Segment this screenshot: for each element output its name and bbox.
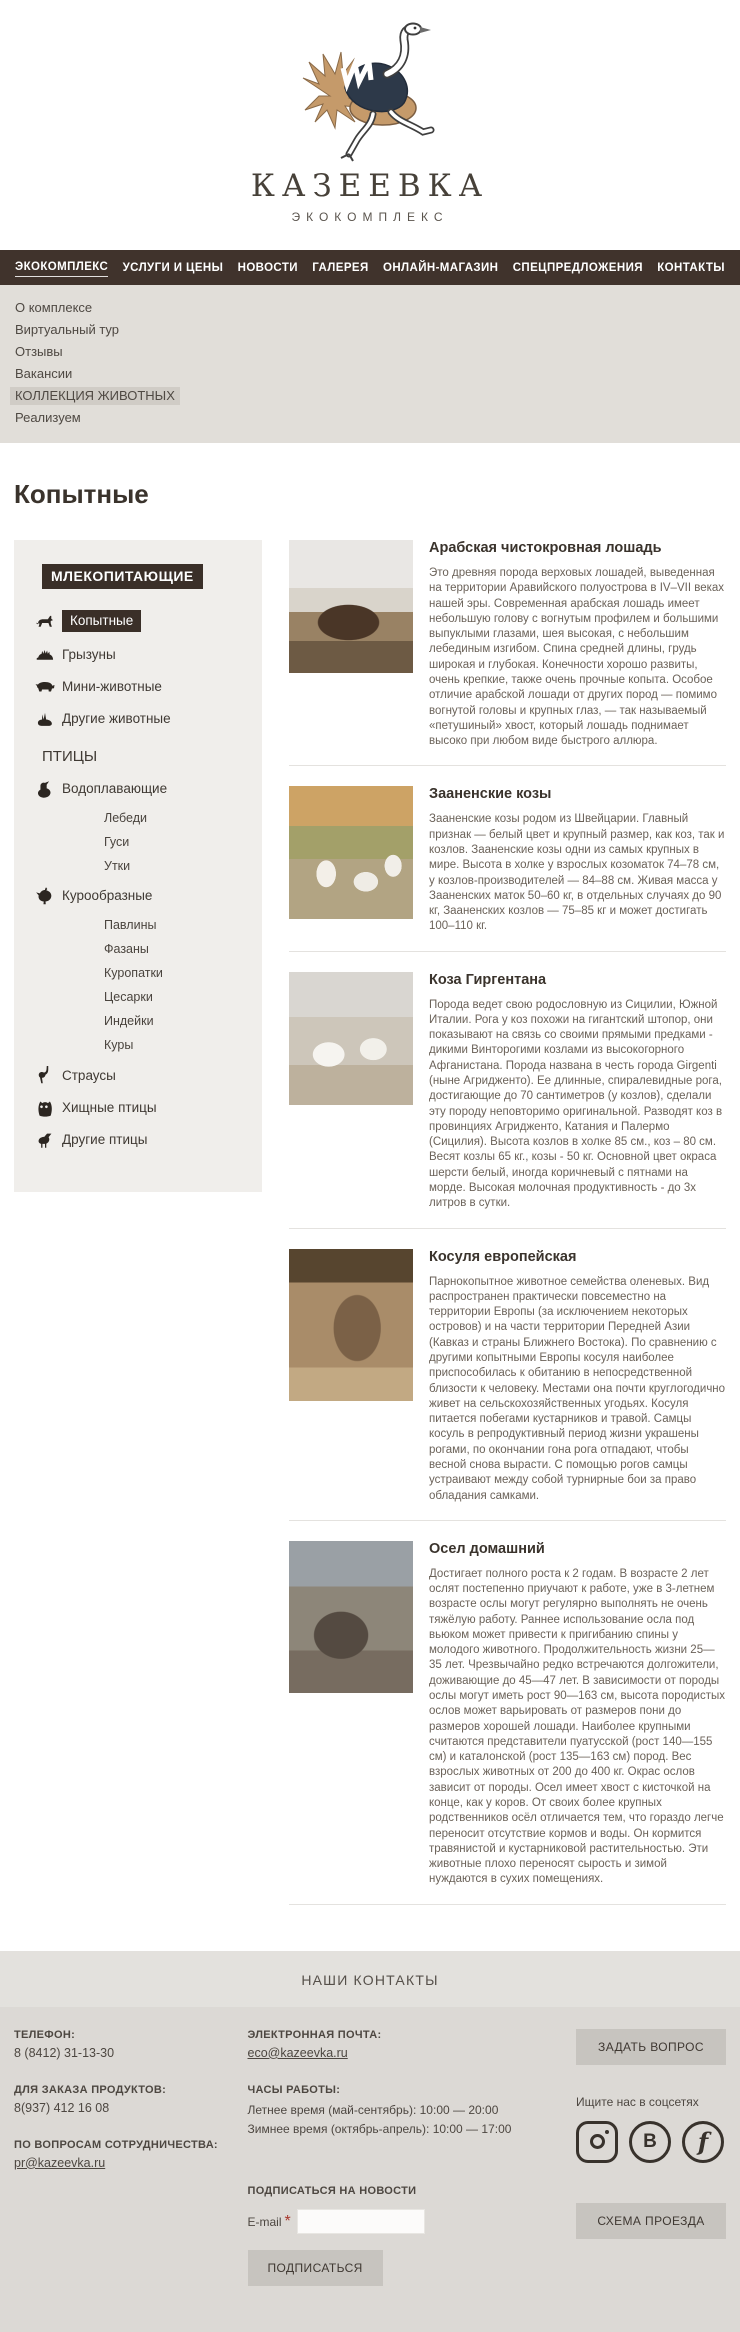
ostrich-logo-icon bbox=[285, 16, 455, 166]
nav-news[interactable]: НОВОСТИ bbox=[237, 261, 298, 274]
entry-text: Порода ведет свою родословную из Сицилии, Южной Италии. Рога у коз похожи на гигантский штопор, они показывают на связь со своими прямыми предками - дикими Винторогими козлами из высокогорного Афганистана. Порода названа в честь города Girgenti (ныне Агридженто). Ее длинные, спиралевидные рога, достигающие до 70 сантиметров (у козлов), сделали эту породу неповторимо оригинальной. Разводят коз в провинциях Агридженто, Катания и Палермо (Сицилия). Высота козлов в холке 85 см., коз – 80 см. Весят козлы 65 кг., козы - 50 кг. Основной цвет окраса шерсти белый, иногда коричневый с пятнами на морде. Высокая молочная продуктивность - до 3х литров в сутки. bbox=[429, 998, 723, 1210]
subscribe-block bbox=[248, 2185, 568, 2286]
ask-question-button[interactable]: ЗАДАТЬ ВОПРОС bbox=[576, 2029, 726, 2065]
sidebar-item-pheasants[interactable]: Фазаны bbox=[104, 942, 149, 956]
ostrich-small-icon bbox=[28, 1065, 62, 1085]
orders-phone-number: 8(937) 412 16 08 bbox=[14, 2100, 110, 2115]
vk-icon[interactable]: В bbox=[629, 2121, 671, 2163]
roe-deer-photo bbox=[289, 1249, 413, 1401]
nav-gallery[interactable]: ГАЛЕРЕЯ bbox=[312, 261, 369, 274]
secondary-menu bbox=[0, 285, 740, 443]
horse-icon bbox=[28, 613, 62, 629]
sidebar-item-ducks[interactable]: Утки bbox=[104, 859, 131, 873]
nav-online-shop[interactable]: ОНЛАЙН-МАГАЗИН bbox=[382, 261, 499, 274]
orders-label: ДЛЯ ЗАКАЗА ПРОДУКТОВ: bbox=[14, 2083, 167, 2096]
horse-photo bbox=[289, 540, 413, 673]
rabbit-icon bbox=[28, 711, 62, 727]
social-icons bbox=[576, 2121, 726, 2163]
entry-donkey bbox=[289, 1541, 726, 1905]
sidebar-item-hens[interactable]: Куры bbox=[104, 1038, 134, 1052]
sidebar-item-peacocks[interactable]: Павлины bbox=[104, 918, 157, 932]
submenu-animal-collection[interactable]: КОЛЛЕКЦИЯ ЖИВОТНЫХ bbox=[0, 386, 740, 405]
pig-icon bbox=[28, 679, 62, 694]
site-header bbox=[0, 0, 740, 250]
email-label: ЭЛЕКТРОННАЯ ПОЧТА: bbox=[247, 2028, 382, 2041]
footer-contacts-column bbox=[14, 2029, 239, 2286]
submenu-realizuem[interactable]: Реализуем bbox=[15, 410, 81, 425]
required-asterisk: * bbox=[284, 2212, 291, 2230]
social-label: Ищите нас в соцсетях bbox=[576, 2094, 699, 2109]
sidebar-item-guinea-fowl[interactable]: Цесарки bbox=[104, 990, 153, 1004]
nav-ecocomplex[interactable]: ЭКОКОМПЛЕКС bbox=[15, 258, 108, 277]
ostrich-eye bbox=[414, 27, 417, 30]
footer-actions-column bbox=[576, 2029, 726, 2286]
sidebar-item-galliformes[interactable]: Курообразные bbox=[28, 886, 252, 905]
footer-heading-band bbox=[0, 1951, 740, 2007]
instagram-icon[interactable] bbox=[576, 2121, 618, 2163]
phone-label: ТЕЛЕФОН: bbox=[14, 2028, 76, 2041]
nav-services[interactable]: УСЛУГИ И ЦЕНЫ bbox=[122, 261, 224, 274]
submenu-reviews[interactable]: Отзывы bbox=[15, 344, 63, 359]
entry-arabian-horse bbox=[289, 540, 726, 766]
hours-label: ЧАСЫ РАБОТЫ: bbox=[247, 2083, 341, 2096]
partnership-label: ПО ВОПРОСАМ СОТРУДНИЧЕСТВА: bbox=[14, 2138, 218, 2151]
porcupine-icon bbox=[28, 647, 62, 662]
animal-entries bbox=[289, 540, 726, 1925]
chicken-icon bbox=[28, 886, 62, 905]
donkey-photo bbox=[289, 1541, 413, 1693]
email-input[interactable] bbox=[297, 2209, 425, 2234]
phone-number: 8 (8412) 31-13-30 bbox=[14, 2045, 115, 2060]
facebook-icon[interactable]: f bbox=[682, 2121, 724, 2163]
sidebar-item-swans[interactable]: Лебеди bbox=[104, 811, 147, 825]
sidebar-section-birds: ПТИЦЫ bbox=[42, 748, 98, 765]
hours-winter: Зимнее время (октябрь-апрель): 10:00 — 17:00 bbox=[247, 2121, 512, 2136]
email-link[interactable]: eco@kazeevka.ru bbox=[247, 2045, 348, 2060]
animal-categories-sidebar bbox=[14, 540, 262, 1192]
entry-title: Косуля европейская bbox=[429, 1248, 577, 1265]
entry-saanen-goats bbox=[289, 786, 726, 951]
site-footer bbox=[0, 1951, 740, 2332]
entry-text: Зааненские козы родом из Швейцарии. Главный признак — белый цвет и крупный размер, как коз, так и козлов. Зааненские козы одни из самых крупных в мире. Высота в холке у взрослых козоматок 74–78 см, у козлов-производителей — 84–88 см. Живая масса у Зааненских маток 50–60 кг, в отдельных случаях до 90 кг, Зааненских козлов — 75–85 кг и может достигать 100–110 кг. bbox=[429, 813, 725, 933]
main-area bbox=[0, 479, 740, 1925]
sidebar-item-partridges[interactable]: Куропатки bbox=[104, 966, 163, 980]
sidebar-item-rodents[interactable]: Грызуны bbox=[28, 645, 252, 664]
brand-tagline: ЭКОКОМПЛЕКС bbox=[291, 210, 449, 224]
entry-text: Парнокопытное животное семейства оленевых. Вид распространен практически повсеместно на территории Европы (за исключением некоторых островов) и на части территории Передней Азии (Кавказ и страны Ближнего Востока). По сравнению с другими копытными Европы косуля наиболее приспособилась к обитанию в непосредственной близости к человеку. Местами она почти круглогодично живет на сельскохозяйственных угодьях. Косуля питается побегами кустарников и травой. Самцы косуль в репродуктивный период жизни украшены рогами, по окончании гона рога отпадают, чтобы весной снова вырасти. С помощью рогов самцы устраивают между собой турнирные бои за право обладания самками. bbox=[429, 1275, 726, 1502]
entry-title: Осел домашний bbox=[429, 1540, 545, 1557]
submenu-vacancies[interactable]: Вакансии bbox=[15, 366, 73, 381]
girgentana-goat-photo bbox=[289, 972, 413, 1105]
hours-summer: Летнее время (май-сентябрь): 10:00 — 20:00 bbox=[247, 2102, 499, 2117]
submenu-about[interactable]: О комплексе bbox=[15, 300, 93, 315]
main-nav bbox=[0, 250, 740, 285]
ostrich-head bbox=[405, 24, 421, 35]
entry-text: Достигает полного роста к 2 годам. В возрасте 2 лет ослят постепенно приучают к работе, уже в 3-летнем возрасте ослы могут регулярно выполнять не очень тяжёлую работу. Раннее использование осла под вьюком может привести к пригибанию спины у молодого животного. Продолжительность жизни 25—35 лет. Чрезвычайно редко встречаются долгожители, доживающие до 45—47 лет. В зависимости от породы ослы могут иметь рост 90—163 см, высота породистых ослов может варьировать от размеров пони до размеров хорошей лошади. Наиболее крупными считаются представители пуатусской (рост 140—155 см) и каталонской (рост 135—163 см) пород. Вес взрослых животных от 200 до 400 кг. Окрас ослов зависит от породы. Осел имеет хвост с кисточкой на конце, как у коров. От своих более крупных родственников осёл отличается тем, что гораздо легче переносит отсутствие кормов и воды. Он кормится травянистой и кустарниковой растительностью. Эти животные плохо переносят сырость и зимой нуждаются в сухих помещениях. bbox=[429, 1567, 726, 1886]
entry-title: Коза Гиргентана bbox=[429, 971, 547, 988]
entry-girgentana-goat bbox=[289, 972, 726, 1229]
sidebar-item-ostriches[interactable]: Страусы bbox=[28, 1065, 252, 1085]
sidebar-section-mammals: МЛЕКОПИТАЮЩИЕ bbox=[42, 564, 203, 589]
page-title: Копытные bbox=[14, 479, 149, 509]
nav-special-offers[interactable]: СПЕЦПРЕДЛОЖЕНИЯ bbox=[512, 261, 643, 274]
sidebar-item-ungulates[interactable]: Копытные bbox=[28, 610, 252, 632]
entry-text: Это древняя порода верховых лошадей, выведенная на территории Аравийского полуострова в IV–VII веках нашей эры. Современная арабская лошадь имеет небольшую голову с вогнутым профилем и большими выпуклыми глазами, шея высокая, с небольшим лебединым изгибом. Спина средней длины, грудь широкая и глубокая. Конечности хорошо развиты, очень крепкие, также очень прочные копыта. Особое отличие арабской лошади от других пород — помимо вогнутой головы и крупных глаз, — так называемый «петушиный» хвост, который лошадь поднимает высоко при любом виде быстрого аллюра. bbox=[429, 567, 725, 748]
subscribe-label: ПОДПИСАТЬСЯ НА НОВОСТИ bbox=[247, 2185, 417, 2198]
sidebar-item-geese[interactable]: Гуси bbox=[104, 835, 130, 849]
submenu-virtual-tour[interactable]: Виртуальный тур bbox=[15, 322, 119, 337]
map-button[interactable]: СХЕМА ПРОЕЗДА bbox=[576, 2203, 726, 2239]
entry-title: Арабская чистокровная лошадь bbox=[429, 540, 662, 556]
footer-heading: НАШИ КОНТАКТЫ bbox=[301, 1971, 439, 1988]
owl-icon bbox=[28, 1098, 62, 1117]
entry-roe-deer bbox=[289, 1249, 726, 1521]
email-field-label: E-mail bbox=[247, 2214, 282, 2229]
sidebar-item-turkeys[interactable]: Индейки bbox=[104, 1014, 154, 1028]
sidebar-item-mini-animals[interactable]: Мини-животные bbox=[28, 677, 252, 696]
nav-contacts[interactable]: КОНТАКТЫ bbox=[657, 261, 725, 274]
partnership-email-link[interactable]: pr@kazeevka.ru bbox=[14, 2155, 106, 2170]
sidebar-item-birds-of-prey[interactable]: Хищные птицы bbox=[28, 1098, 252, 1117]
ostrich-beak bbox=[420, 27, 431, 33]
footer-info-column bbox=[248, 2029, 568, 2286]
saanen-goats-photo bbox=[289, 786, 413, 919]
sidebar-item-other-animals[interactable]: Другие животные bbox=[28, 709, 252, 728]
subscribe-button[interactable]: ПОДПИСАТЬСЯ bbox=[248, 2250, 383, 2286]
bird-icon bbox=[28, 1131, 62, 1149]
duck-icon bbox=[28, 780, 62, 798]
sidebar-item-waterfowl[interactable]: Водоплавающие bbox=[28, 779, 252, 798]
sidebar-item-other-birds[interactable]: Другие птицы bbox=[28, 1130, 252, 1149]
brand-name: КАЗЕЕВКА bbox=[250, 168, 490, 204]
entry-title: Зааненские козы bbox=[429, 786, 552, 803]
